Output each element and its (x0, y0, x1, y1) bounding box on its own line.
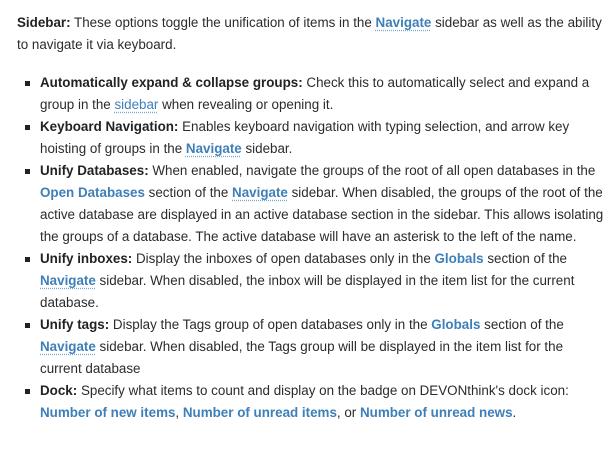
bullet-icon (25, 125, 30, 130)
option-label: Unify Databases: (40, 163, 149, 178)
globals-section-ref: Globals (431, 317, 481, 332)
option-text-mid: section of the (483, 251, 567, 266)
sidebar-intro (17, 12, 606, 56)
bullet-icon (25, 81, 30, 86)
option-text-end: when revealing or opening it. (158, 97, 334, 112)
option-text: Check this to automatically select and expand a group in the (40, 75, 590, 112)
option-text-end: . (512, 405, 517, 420)
option-text-end: sidebar. When disabled, the inbox will be displayed in the item list for the current database. (40, 273, 575, 310)
list-item-unify-inboxes (17, 248, 606, 314)
navigate-sidebar-link[interactable]: Navigate (40, 339, 96, 354)
list-item-auto-expand (17, 72, 606, 116)
intro-text-end: sidebar as well as the ability to navigate it via keyboard. (17, 15, 602, 52)
option-text: Specify what items to count and display on the badge on DEVONthink's dock icon: (77, 383, 569, 398)
navigate-sidebar-link[interactable]: Navigate (40, 273, 96, 288)
list-item-keyboard-navigation (17, 116, 606, 160)
navigate-sidebar-link[interactable]: Navigate (185, 141, 242, 156)
option-label: Unify tags: (40, 317, 110, 332)
navigate-sidebar-link[interactable]: Navigate (232, 185, 288, 200)
bullet-icon (25, 169, 30, 174)
separator: , (175, 405, 183, 420)
globals-section-ref: Globals (434, 251, 484, 266)
bullet-icon (25, 389, 30, 394)
option-text: When enabled, navigate the groups of the root of all open databases in the (148, 163, 596, 178)
number-of-unread-items-ref: Number of unread items (182, 405, 337, 420)
option-text-end: sidebar. When disabled, the groups of the root of the active database are displayed in an active database section in the sidebar. This allows isolating the groups of a database. The active database will have an asterisk to the left of the name. (40, 185, 604, 244)
option-label: Keyboard Navigation: (40, 119, 179, 134)
option-text-mid: section of the (480, 317, 564, 332)
list-item-unify-tags (17, 314, 606, 380)
option-text-end: sidebar. When disabled, the Tags group will be displayed in the item list for the current database (40, 339, 564, 376)
separator: , or (336, 405, 360, 420)
bullet-icon (25, 257, 30, 262)
list-item-dock (17, 380, 606, 424)
option-text-mid: section of the (144, 185, 233, 200)
option-text: Display the inboxes of open databases only in the (132, 251, 435, 266)
bullet-icon (25, 323, 30, 328)
open-databases-section-ref: Open Databases (40, 185, 145, 200)
option-text: Enables keyboard navigation with typing selection, and arrow key hoisting of groups in the (40, 119, 570, 156)
option-label: Unify inboxes: (40, 251, 133, 266)
intro-text: These options toggle the unification of items in the (70, 15, 376, 30)
sidebar-link[interactable]: sidebar (114, 97, 159, 112)
options-list (17, 72, 606, 424)
number-of-new-items-ref: Number of new items (40, 405, 176, 420)
list-item-unify-databases (17, 160, 606, 248)
navigate-sidebar-link[interactable]: Navigate (375, 15, 432, 30)
number-of-unread-news-ref: Number of unread news (359, 405, 513, 420)
option-label: Automatically expand & collapse groups: (40, 75, 303, 90)
sidebar-heading: Sidebar: (17, 15, 71, 30)
option-text: Display the Tags group of open databases only in the (109, 317, 432, 332)
option-label: Dock: (40, 383, 78, 398)
option-text-end: sidebar. (241, 141, 293, 156)
